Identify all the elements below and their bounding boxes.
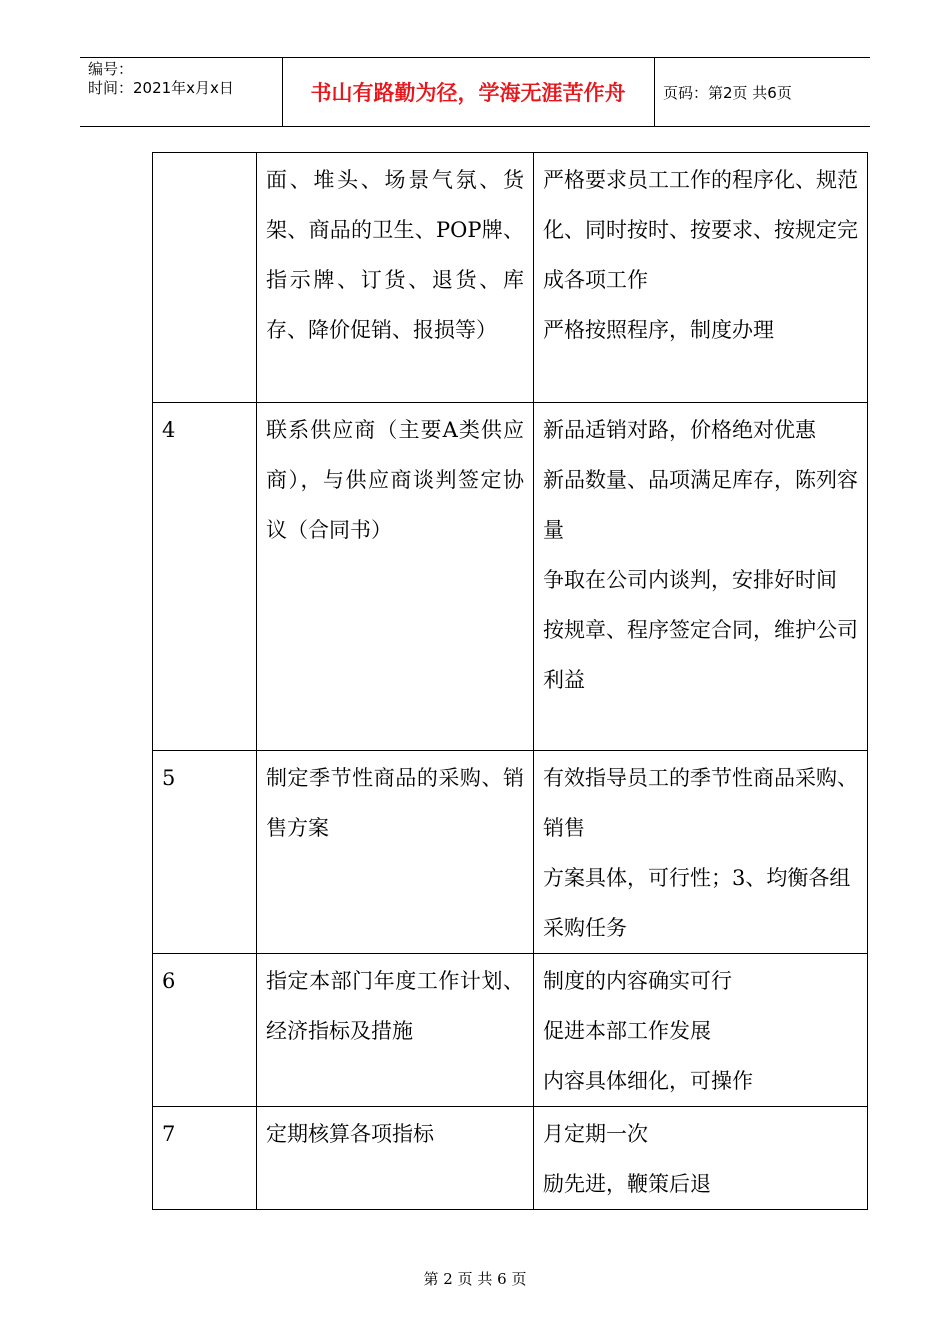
- table-row: [153, 403, 868, 751]
- page-header: [80, 57, 870, 127]
- work-standards: [534, 403, 868, 751]
- task-description: 定期核算各项指标: [257, 1107, 534, 1210]
- task-description: 制定季节性商品的采购、销售方案: [257, 751, 534, 954]
- standard-item: 制度的内容确实可行: [543, 969, 732, 993]
- serial-number-label: 编号：: [88, 60, 134, 78]
- duties-table: [152, 152, 868, 1210]
- task-description: 联系供应商（主要A类供应商），与供应商谈判签定协议（合同书）: [257, 403, 534, 751]
- header-motto: 书山有路勤为径，学海无涯苦作舟: [310, 81, 626, 105]
- standard-item: 内容具体细化，可操作: [543, 1069, 753, 1093]
- date-line: 时间：2021年x月x日: [88, 79, 234, 97]
- table-row: [153, 751, 868, 954]
- standard-item: 新品适销对路，价格绝对优惠: [543, 418, 816, 442]
- row-number: 4: [153, 403, 257, 751]
- table-row: [153, 1107, 868, 1210]
- header-meta: [88, 60, 283, 98]
- standard-item: 励先进，鞭策后退: [543, 1172, 711, 1196]
- header-divider: [654, 58, 655, 126]
- duties-table-body: [153, 153, 868, 1210]
- standard-item: 有效指导员工的季节性商品采购、销售: [543, 766, 858, 840]
- work-standards: [534, 751, 868, 954]
- work-standards: [534, 1107, 868, 1210]
- header-page-info: 页码：第2页 共6页: [663, 83, 792, 102]
- work-standards: [534, 153, 868, 403]
- standard-item: 促进本部工作发展: [543, 1019, 711, 1043]
- task-description: 指定本部门年度工作计划、经济指标及措施: [257, 954, 534, 1107]
- row-number: 6: [153, 954, 257, 1107]
- table-row: [153, 153, 868, 403]
- row-number: 7: [153, 1107, 257, 1210]
- standard-item: 按规章、程序签定合同，维护公司利益: [543, 618, 858, 692]
- standard-item: 严格按照程序，制度办理: [543, 318, 774, 342]
- row-number: [153, 153, 257, 403]
- table-row: [153, 954, 868, 1107]
- standard-item: 新品数量、品项满足库存，陈列容量: [543, 468, 858, 542]
- standard-item: 争取在公司内谈判，安排好时间: [543, 568, 837, 592]
- standard-item: 严格要求员工工作的程序化、规范化、同时按时、按要求、按规定完成各项工作: [543, 168, 858, 292]
- row-number: 5: [153, 751, 257, 954]
- work-standards: [534, 954, 868, 1107]
- standard-item: 月定期一次: [543, 1122, 648, 1146]
- standard-item: 方案具体，可行性；3、均衡各组采购任务: [543, 866, 851, 940]
- task-description: 面、堆头、场景气氛、货架、商品的卫生、POP牌、指示牌、订货、退货、库存、降价促销、报损等）: [257, 153, 534, 403]
- page-footer: 第 2 页 共 6 页: [423, 1270, 527, 1288]
